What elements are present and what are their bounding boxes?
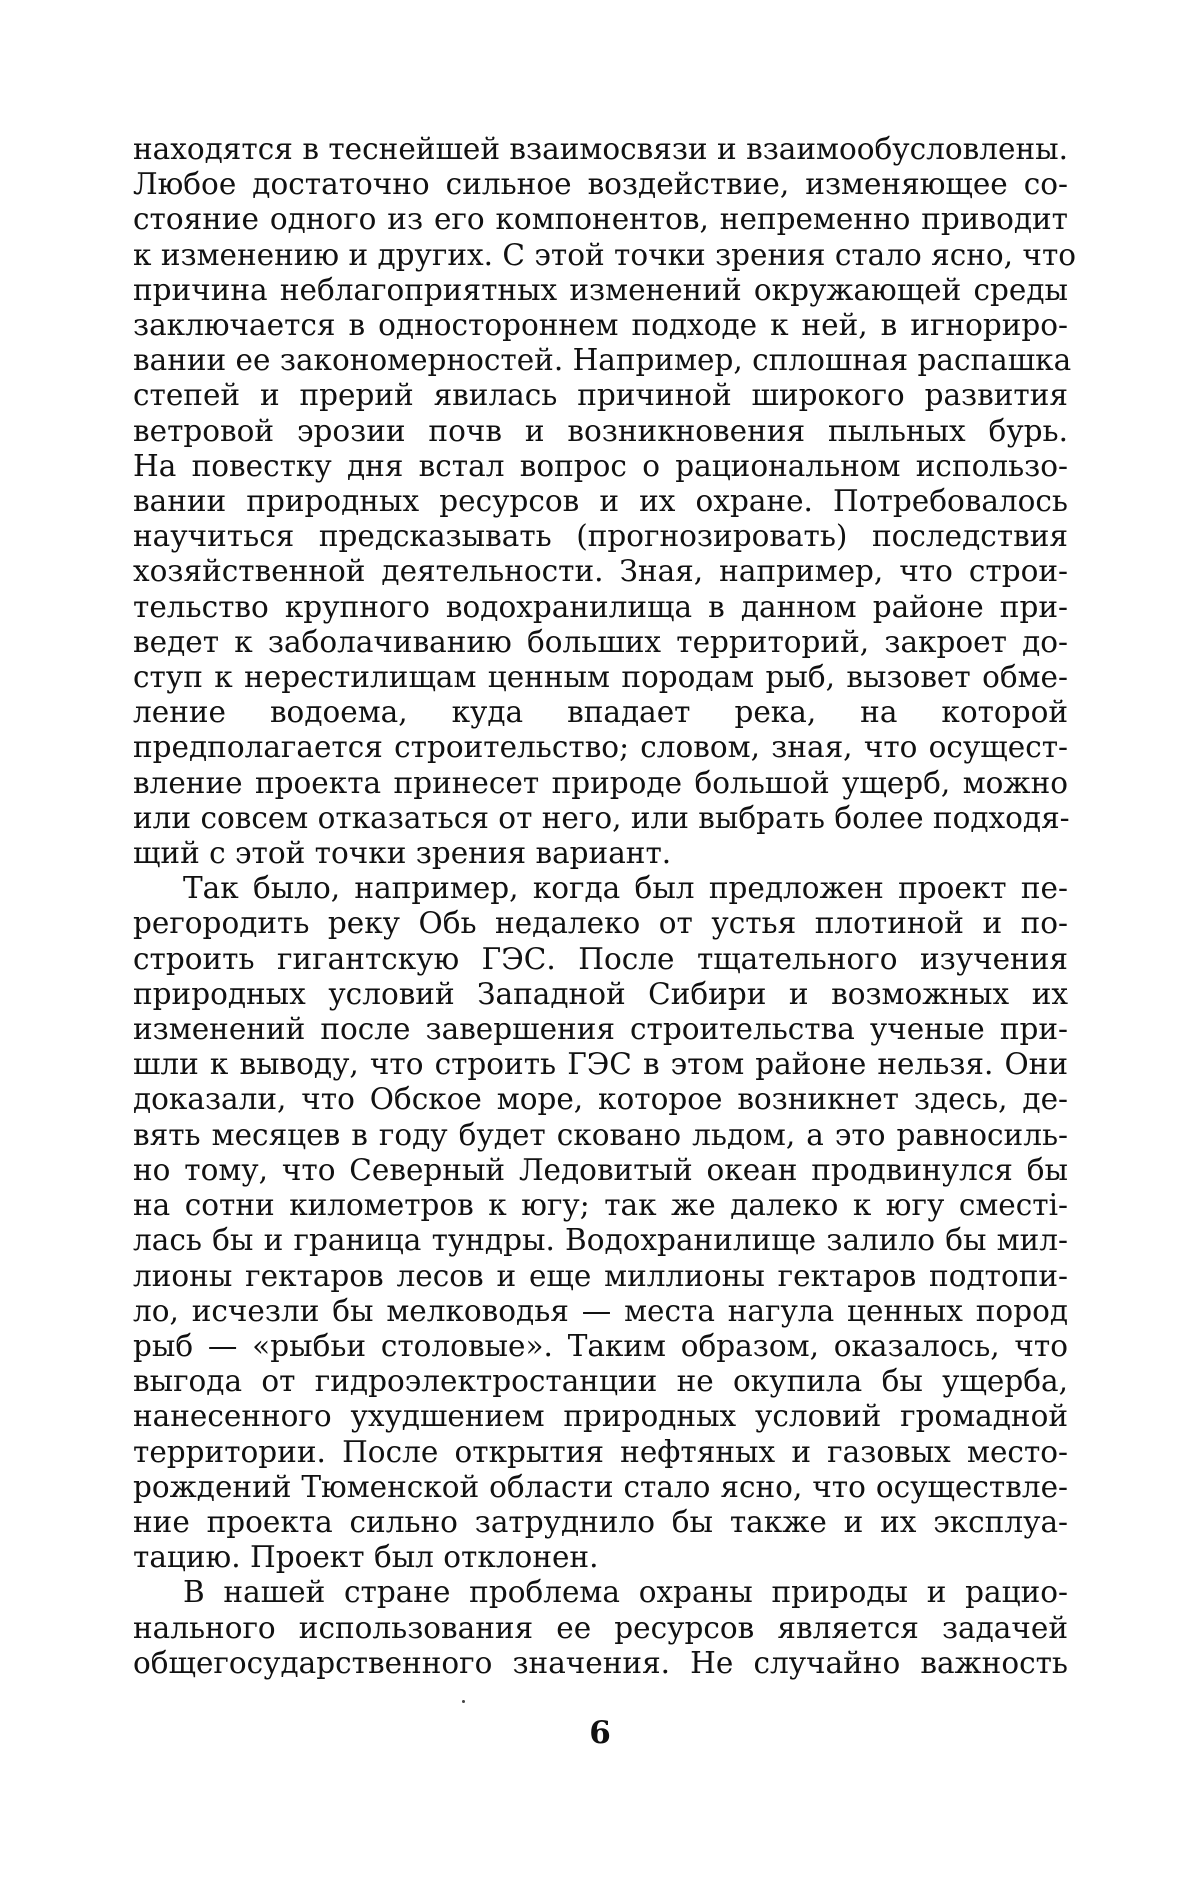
text-line: строить гигантскую ГЭС. После тщательного изучения <box>133 942 1068 977</box>
text-line: предполагается строительство; словом, зная, что осущест- <box>133 730 1068 765</box>
text-line: степей и прерий явилась причиной широкого развития <box>133 378 1068 413</box>
text-line: ло, исчезли бы мелководья — места нагула ценных пород <box>133 1294 1068 1329</box>
paragraph-2 <box>133 871 1068 1575</box>
text-line: заключается в одностороннем подходе к ней, в игнориро- <box>133 308 1068 343</box>
text-line: территории. После открытия нефтяных и газовых место- <box>133 1435 1068 1470</box>
text-line: стояние одного из его компонентов, непременно приводит <box>133 202 1068 237</box>
text-line: тельство крупного водохранилища в данном районе при- <box>133 590 1068 625</box>
text-line: природных условий Западной Сибири и возможных их <box>133 977 1068 1012</box>
text-line: В нашей стране проблема охраны природы и рацио- <box>133 1575 1068 1610</box>
text-line: щий с этой точки зрения вариант. <box>133 836 1068 871</box>
text-line: ветровой эрозии почв и возникновения пыльных бурь. <box>133 414 1068 449</box>
text-line: лась бы и граница тундры. Водохранилище залило бы мил- <box>133 1223 1068 1258</box>
text-line: научиться предсказывать (прогнозировать) последствия <box>133 519 1068 554</box>
text-line: или совсем отказаться от него, или выбрать более подходя- <box>133 801 1068 836</box>
text-line: вании ее закономерностей. Например, сплошная распашка <box>133 343 1068 378</box>
text-line: регородить реку Обь недалеко от устья плотиной и по- <box>133 906 1068 941</box>
text-line: Так было, например, когда был предложен проект пе- <box>133 871 1068 906</box>
text-line: вять месяцев в году будет сковано льдом, а это равносиль- <box>133 1118 1068 1153</box>
page-number: 6 <box>0 1715 1200 1751</box>
text-line: но тому, что Северный Ледовитый океан продвинулся бы <box>133 1153 1068 1188</box>
text-line: тацию. Проект был отклонен. <box>133 1540 1068 1575</box>
body-text <box>133 132 1068 1681</box>
text-line: рыб — «рыбьи столовые». Таким образом, оказалось, что <box>133 1329 1068 1364</box>
text-line: ступ к нерестилищам ценным породам рыб, вызовет обме- <box>133 660 1068 695</box>
text-line: ние проекта сильно затруднило бы также и их эксплуа- <box>133 1505 1068 1540</box>
text-line: нального использования ее ресурсов является задачей <box>133 1611 1068 1646</box>
text-line: изменений после завершения строительства ученые при- <box>133 1012 1068 1047</box>
text-line: рождений Тюменской области стало ясно, что осуществле- <box>133 1470 1068 1505</box>
text-line: ведет к заболачиванию больших территорий, закроет до- <box>133 625 1068 660</box>
text-line: хозяйственной деятельности. Зная, например, что строи- <box>133 554 1068 589</box>
text-line: Любое достаточно сильное воздействие, изменяющее со- <box>133 167 1068 202</box>
text-line: вление проекта принесет природе большой ущерб, можно <box>133 766 1068 801</box>
text-line: причина неблагоприятных изменений окружающей среды <box>133 273 1068 308</box>
text-line: ление водоема, куда впадает река, на которой <box>133 695 1068 730</box>
text-line: к изменению и других. С этой точки зрения стало ясно, что <box>133 238 1068 273</box>
text-line: На повестку дня встал вопрос о рациональном использо- <box>133 449 1068 484</box>
text-line: шли к выводу, что строить ГЭС в этом районе нельзя. Они <box>133 1047 1068 1082</box>
paragraph-3 <box>133 1575 1068 1681</box>
text-line: общегосударственного значения. Не случайно важность <box>133 1646 1068 1681</box>
text-line: лионы гектаров лесов и еще миллионы гектаров подтопи- <box>133 1259 1068 1294</box>
text-line: на сотни километров к югу; так же далеко к югу сместі- <box>133 1188 1068 1223</box>
paragraph-1 <box>133 132 1068 871</box>
text-line: вании природных ресурсов и их охране. Потребовалось <box>133 484 1068 519</box>
text-line: выгода от гидроэлектростанции не окупила бы ущерба, <box>133 1364 1068 1399</box>
print-speck <box>462 1700 465 1703</box>
book-page <box>0 0 1200 1880</box>
text-line: нанесенного ухудшением природных условий громадной <box>133 1399 1068 1434</box>
text-line: находятся в теснейшей взаимосвязи и взаимообусловлены. <box>133 132 1068 167</box>
text-line: доказали, что Обское море, которое возникнет здесь, де- <box>133 1082 1068 1117</box>
